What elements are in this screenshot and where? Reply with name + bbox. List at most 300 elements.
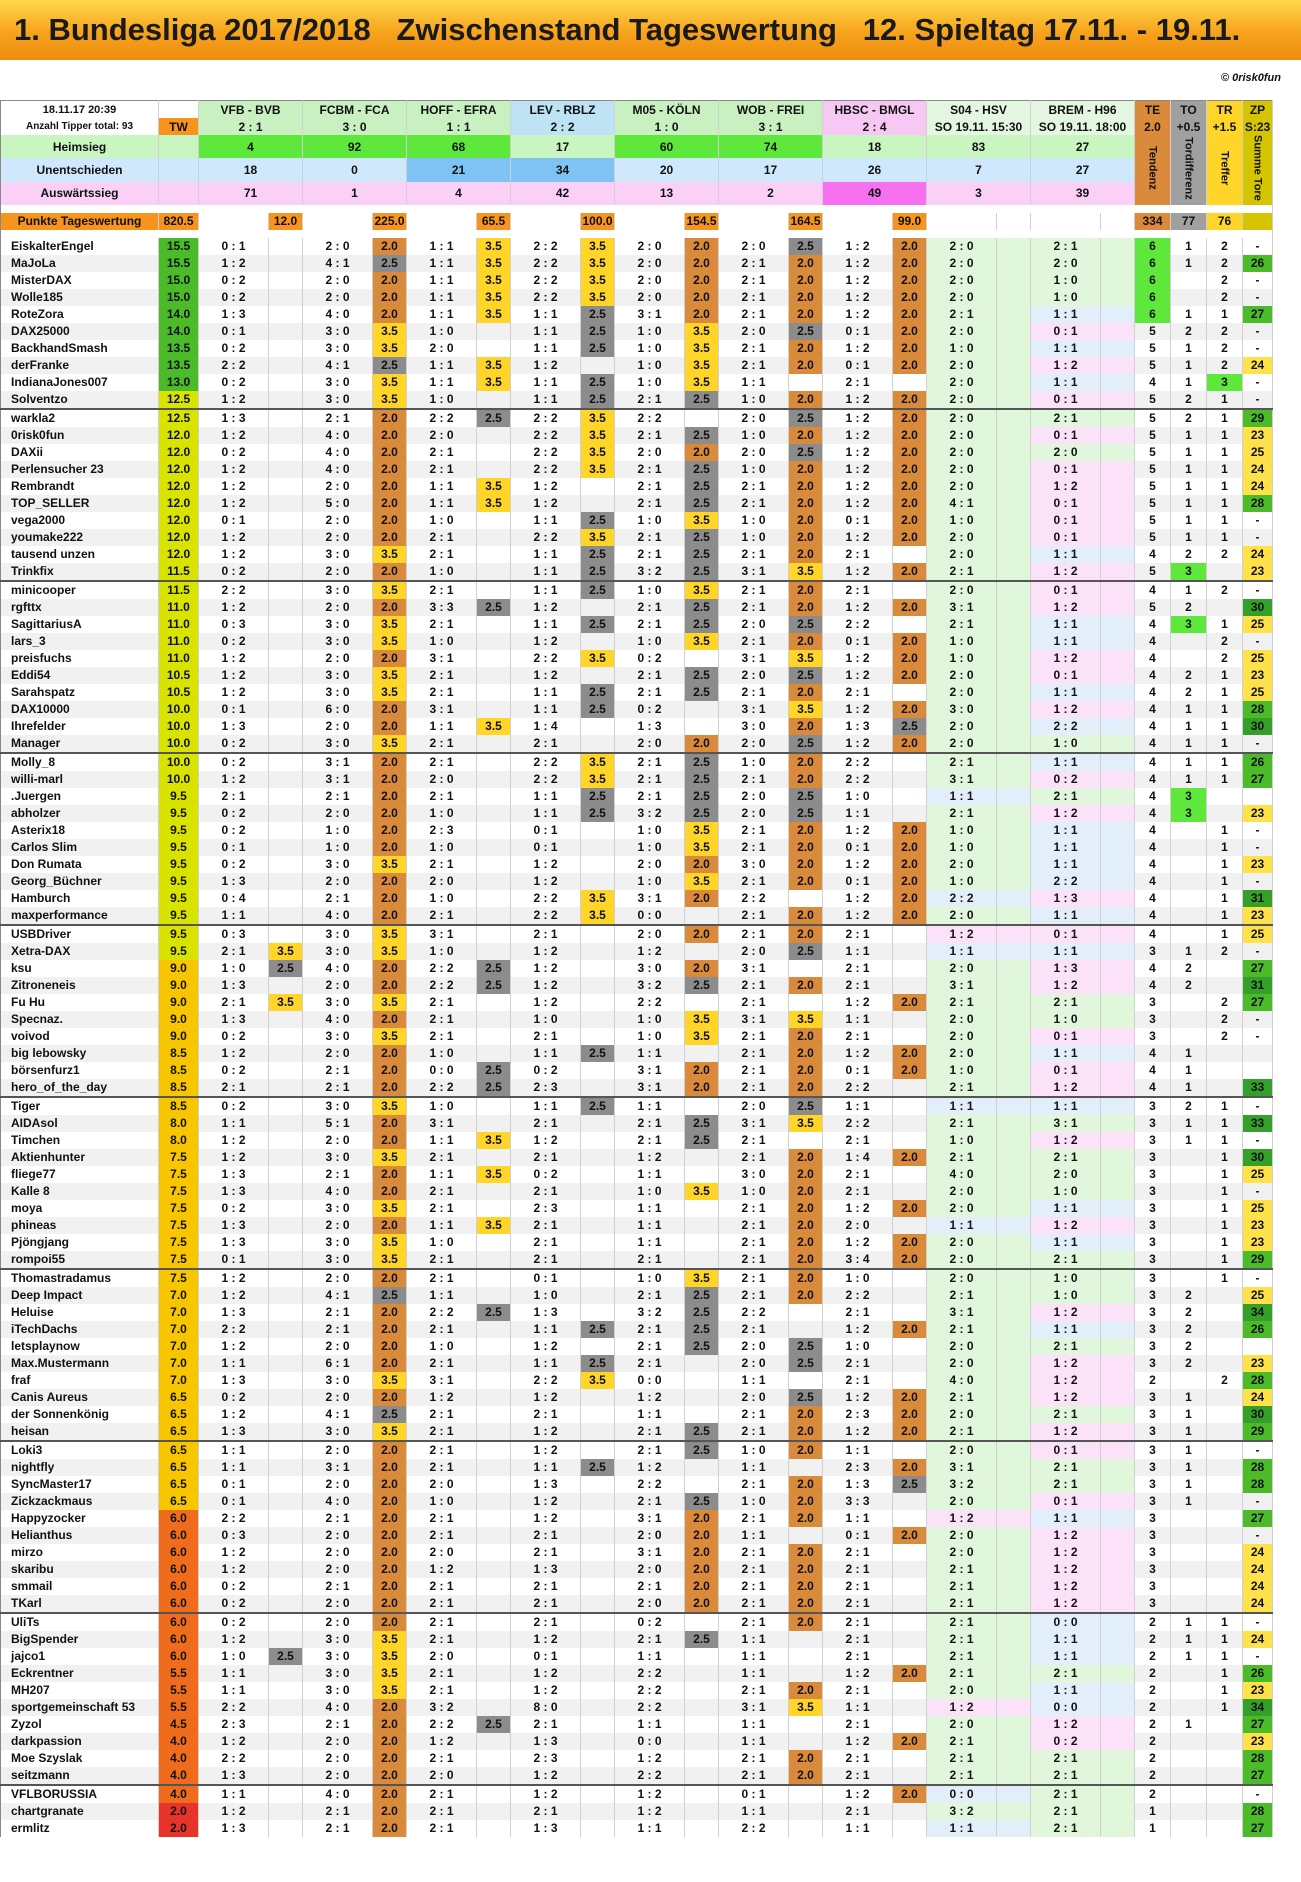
player-extra: 2	[1207, 238, 1243, 255]
player-tip: 3 : 0	[303, 1665, 373, 1682]
player-extra: 4	[1135, 581, 1171, 599]
player-tip-points	[269, 1510, 303, 1527]
stats-value: 2	[719, 182, 823, 205]
player-tip-points	[477, 856, 511, 873]
player-tip-points: 3.5	[581, 444, 615, 461]
match-header: HBSC - BMGL	[823, 101, 927, 119]
player-tip: 2 : 0	[303, 272, 373, 289]
player-tip: 1 : 2	[199, 650, 269, 667]
player-tip: 2 : 1	[823, 1767, 893, 1785]
player-tip-points	[1101, 478, 1135, 495]
player-tip: 1 : 1	[719, 374, 789, 391]
player-tip: 2 : 2	[511, 255, 581, 272]
player-tip-points: 2.0	[893, 701, 927, 718]
player-tip-points: 2.0	[373, 1716, 407, 1733]
player-tip-points	[477, 701, 511, 718]
player-tip-points	[997, 427, 1031, 444]
player-tip-points	[477, 1561, 511, 1578]
player-tip: 1 : 0	[927, 512, 997, 529]
player-tip: 1 : 1	[199, 1355, 269, 1372]
player-tip-points	[1101, 357, 1135, 374]
extra-value: +1.5	[1207, 118, 1243, 135]
player-tip: 2 : 3	[823, 1406, 893, 1423]
player-name: Tiger	[1, 1097, 159, 1115]
player-tip-points	[997, 650, 1031, 667]
player-tip-points	[581, 1028, 615, 1045]
player-tip-points: 2.5	[373, 357, 407, 374]
player-tip: 2 : 2	[719, 890, 789, 907]
player-extra	[1171, 1803, 1207, 1820]
player-tip: 0 : 2	[199, 633, 269, 650]
player-tw: 7.0	[159, 1338, 199, 1355]
player-tip: 2 : 1	[407, 994, 477, 1011]
player-tip-points: 3.5	[373, 735, 407, 753]
player-tip-points	[789, 1803, 823, 1820]
player-tip-points: 2.0	[373, 805, 407, 822]
player-tip: 1 : 0	[615, 323, 685, 340]
player-tip: 2 : 1	[719, 478, 789, 495]
player-tip: 2 : 0	[303, 1544, 373, 1561]
player-tip: 2 : 0	[303, 1132, 373, 1149]
player-tip-points: 2.0	[789, 1287, 823, 1304]
player-tip: 1 : 2	[511, 1510, 581, 1527]
player-tip-points: 2.0	[789, 771, 823, 788]
player-tip-points	[477, 1149, 511, 1166]
player-tip: 2 : 1	[719, 873, 789, 890]
player-tip-points	[893, 1269, 927, 1287]
player-tip: 2 : 1	[719, 1079, 789, 1097]
player-tip: 1 : 1	[511, 701, 581, 718]
player-tip: 2 : 1	[407, 1183, 477, 1200]
player-tip: 2 : 1	[927, 1321, 997, 1338]
player-tip-points	[1101, 1234, 1135, 1251]
stats-value: 18	[199, 158, 303, 181]
player-tip-points	[269, 546, 303, 563]
player-tip-points	[1101, 1493, 1135, 1510]
player-extra: 27	[1243, 1820, 1273, 1837]
player-tip-points	[269, 238, 303, 255]
player-tip: 2 : 1	[407, 788, 477, 805]
player-tip: 1 : 0	[823, 788, 893, 805]
player-tip: 2 : 0	[927, 1269, 997, 1287]
player-tw: 6.0	[159, 1510, 199, 1527]
player-tip-points	[997, 805, 1031, 822]
player-tip-points	[1101, 1045, 1135, 1062]
player-tip: 1 : 2	[511, 977, 581, 994]
player-tip-points: 2.0	[893, 357, 927, 374]
player-tip: 2 : 1	[719, 1028, 789, 1045]
player-tip: 1 : 2	[823, 427, 893, 444]
player-tip-points	[477, 512, 511, 529]
player-tw: 6.0	[159, 1578, 199, 1595]
player-tip: 0 : 1	[823, 633, 893, 650]
player-extra: 5	[1135, 529, 1171, 546]
player-tw: 9.5	[159, 788, 199, 805]
player-tip: 2 : 1	[719, 907, 789, 925]
player-tip-points	[269, 1631, 303, 1648]
player-extra: 29	[1243, 1423, 1273, 1441]
player-tip: 2 : 0	[719, 735, 789, 753]
player-tip: 2 : 1	[823, 1028, 893, 1045]
player-extra: 3	[1171, 805, 1207, 822]
player-tip: 2 : 1	[1031, 1785, 1101, 1803]
player-extra	[1207, 1767, 1243, 1785]
player-tip: 2 : 1	[303, 1716, 373, 1733]
player-tip: 2 : 0	[927, 1441, 997, 1459]
player-extra: 23	[1243, 1355, 1273, 1372]
player-tip: 2 : 1	[407, 1682, 477, 1699]
player-name: der Sonnenkönig	[1, 1406, 159, 1423]
player-tip-points	[1101, 1750, 1135, 1767]
player-extra	[1171, 1578, 1207, 1595]
player-tip: 1 : 2	[615, 1389, 685, 1406]
player-extra: 4	[1135, 805, 1171, 822]
player-tip-points	[1101, 1389, 1135, 1406]
player-tip-points	[893, 1699, 927, 1716]
player-tip: 0 : 3	[199, 925, 269, 943]
player-tip: 1 : 3	[199, 1423, 269, 1441]
player-tip-points: 3.5	[373, 1648, 407, 1665]
player-extra: 4	[1135, 546, 1171, 563]
player-tip: 4 : 0	[303, 427, 373, 444]
player-tw: 7.5	[159, 1149, 199, 1166]
extra-value: 2.0	[1135, 118, 1171, 135]
player-tip-points	[269, 323, 303, 340]
player-tip-points: 2.0	[789, 1510, 823, 1527]
player-tip: 1 : 1	[511, 805, 581, 822]
player-tip: 1 : 2	[511, 667, 581, 684]
player-tip: 1 : 1	[407, 374, 477, 391]
player-extra	[1207, 1476, 1243, 1493]
player-tip: 4 : 0	[303, 461, 373, 478]
player-extra: 3	[1135, 1251, 1171, 1269]
player-extra	[1171, 1234, 1207, 1251]
player-tip-points	[893, 1097, 927, 1115]
player-tip: 0 : 2	[199, 1595, 269, 1613]
player-tip: 1 : 2	[511, 1682, 581, 1699]
player-tip: 2 : 1	[719, 1767, 789, 1785]
player-tip-points	[477, 1028, 511, 1045]
player-extra: 2	[1171, 323, 1207, 340]
player-tip-points	[477, 788, 511, 805]
player-tip: 3 : 1	[719, 701, 789, 718]
player-extra: 1	[1207, 1217, 1243, 1234]
player-tip: 2 : 1	[719, 1561, 789, 1578]
player-tip-points: 3.5	[789, 1699, 823, 1716]
player-tip: 1 : 0	[407, 1097, 477, 1115]
player-tip-points: 3.5	[477, 1132, 511, 1149]
player-tip: 1 : 1	[511, 1097, 581, 1115]
player-extra: 3	[1135, 1304, 1171, 1321]
player-tw: 6.5	[159, 1389, 199, 1406]
player-tip: 3 : 0	[303, 546, 373, 563]
player-tip-points	[893, 1631, 927, 1648]
player-tip: 2 : 0	[303, 650, 373, 667]
player-tip: 1 : 1	[511, 788, 581, 805]
player-extra: 25	[1243, 1287, 1273, 1304]
player-tip-points	[685, 1785, 719, 1803]
player-extra: 1	[1207, 667, 1243, 684]
player-tip: 1 : 0	[615, 1028, 685, 1045]
player-tw: 13.5	[159, 340, 199, 357]
player-tip-points	[997, 1304, 1031, 1321]
player-tip: 1 : 2	[199, 771, 269, 788]
match-result: 3 : 0	[303, 118, 407, 135]
player-tip: 2 : 1	[823, 1613, 893, 1631]
player-tip-points: 2.0	[789, 581, 823, 599]
player-tip-points	[581, 1578, 615, 1595]
stats-value: 42	[511, 182, 615, 205]
player-tip-points: 2.5	[373, 255, 407, 272]
player-tip-points: 2.0	[893, 1423, 927, 1441]
player-extra: 28	[1243, 701, 1273, 718]
player-tip: 1 : 2	[199, 1287, 269, 1304]
player-name: VFLBORUSSIA	[1, 1785, 159, 1803]
player-tip-points	[1101, 890, 1135, 907]
player-tip-points	[685, 1750, 719, 1767]
player-tw: 7.5	[159, 1269, 199, 1287]
player-tip: 2 : 1	[511, 1028, 581, 1045]
player-tip: 2 : 0	[927, 1716, 997, 1733]
player-tw: 6.5	[159, 1459, 199, 1476]
player-tip-points: 3.5	[581, 409, 615, 427]
player-extra: 6	[1135, 255, 1171, 272]
player-tip-points: 2.5	[789, 1097, 823, 1115]
player-extra	[1207, 1803, 1243, 1820]
standings-table	[0, 100, 1273, 1837]
player-tip: 2 : 2	[615, 409, 685, 427]
player-tw: 15.5	[159, 255, 199, 272]
player-name: TOP_SELLER	[1, 495, 159, 512]
player-tip-points	[269, 771, 303, 788]
player-tip-points	[997, 1820, 1031, 1837]
player-extra: 28	[1243, 1476, 1273, 1493]
player-tip: 2 : 1	[1031, 1459, 1101, 1476]
player-tip: 0 : 1	[199, 1476, 269, 1493]
player-tip-points: 2.0	[893, 667, 927, 684]
tipper-total-label: Anzahl Tipper total: 93	[1, 118, 159, 135]
player-tip-points	[997, 735, 1031, 753]
player-tip-points	[997, 1149, 1031, 1166]
player-tip-points: 2.0	[373, 289, 407, 306]
player-tip-points	[477, 1682, 511, 1699]
player-tip-points: 3.5	[685, 1028, 719, 1045]
player-tip: 2 : 0	[407, 873, 477, 890]
player-extra: 2	[1171, 977, 1207, 994]
player-extra: 2	[1207, 1028, 1243, 1045]
player-tip: 3 : 0	[303, 1251, 373, 1269]
player-tip: 2 : 0	[719, 616, 789, 633]
player-extra	[1207, 1304, 1243, 1321]
player-tip-points: 3.5	[373, 581, 407, 599]
player-tip-points: 2.0	[685, 1079, 719, 1097]
player-tip-points	[685, 1767, 719, 1785]
punkte-extra: 77	[1171, 213, 1207, 230]
punkte-value	[1101, 213, 1135, 230]
player-tip-points: 2.0	[373, 238, 407, 255]
player-tip: 2 : 0	[927, 391, 997, 409]
player-tip: 2 : 1	[1031, 1803, 1101, 1820]
player-tip: 2 : 1	[407, 546, 477, 563]
player-tip: 1 : 1	[407, 357, 477, 374]
player-tip-points	[477, 771, 511, 788]
player-tip: 2 : 1	[407, 581, 477, 599]
player-tip: 0 : 2	[199, 1613, 269, 1631]
player-tip: 2 : 3	[199, 1716, 269, 1733]
player-tip-points	[1101, 1544, 1135, 1561]
player-tip: 2 : 0	[927, 907, 997, 925]
player-tip-points	[685, 1200, 719, 1217]
player-tip-points	[269, 529, 303, 546]
player-tip: 0 : 1	[199, 238, 269, 255]
player-tw: 15.0	[159, 289, 199, 306]
player-tip-points: 2.0	[789, 907, 823, 925]
player-tip-points: 3.5	[685, 340, 719, 357]
player-tip-points	[269, 272, 303, 289]
player-tip-points	[269, 1699, 303, 1716]
player-tip: 3 : 1	[719, 1699, 789, 1716]
player-tip-points	[269, 633, 303, 650]
player-tip: 2 : 0	[1031, 444, 1101, 461]
player-tip: 3 : 1	[303, 753, 373, 771]
player-tip-points	[269, 1011, 303, 1028]
player-tip: 2 : 1	[615, 1132, 685, 1149]
player-tip-points: 2.5	[789, 1355, 823, 1372]
player-tip: 3 : 0	[615, 960, 685, 977]
player-tip: 2 : 1	[823, 1750, 893, 1767]
player-extra: 1	[1171, 1045, 1207, 1062]
player-tip-points	[269, 1578, 303, 1595]
player-tip: 2 : 1	[823, 1183, 893, 1200]
player-tip: 2 : 1	[927, 1287, 997, 1304]
player-tip: 2 : 0	[719, 943, 789, 960]
player-tip-points: 2.5	[685, 1423, 719, 1441]
player-tip: 2 : 1	[823, 684, 893, 701]
player-tip: 1 : 2	[199, 427, 269, 444]
player-tip-points: 2.0	[373, 788, 407, 805]
player-tip: 2 : 1	[303, 409, 373, 427]
player-tip: 2 : 1	[511, 1183, 581, 1200]
player-tip: 2 : 1	[303, 788, 373, 805]
player-extra	[1207, 1423, 1243, 1441]
player-tip-points	[477, 323, 511, 340]
player-tip-points	[269, 357, 303, 374]
player-tip-points	[685, 1389, 719, 1406]
player-tip: 1 : 0	[719, 1441, 789, 1459]
player-tip-points	[893, 1544, 927, 1561]
player-tip-points: 2.0	[373, 907, 407, 925]
player-tip: 2 : 1	[199, 1079, 269, 1097]
player-tip-points: 2.0	[789, 272, 823, 289]
player-tip: 1 : 1	[1031, 1631, 1101, 1648]
player-tip: 3 : 0	[303, 633, 373, 650]
player-extra: 5	[1135, 461, 1171, 478]
player-extra: 2	[1207, 272, 1243, 289]
player-tip-points	[581, 667, 615, 684]
player-tip-points: 3.5	[685, 512, 719, 529]
player-tip: 1 : 2	[1031, 1217, 1101, 1234]
player-tip: 2 : 1	[823, 1372, 893, 1389]
player-tip-points	[269, 1441, 303, 1459]
player-tip-points: 3.5	[269, 994, 303, 1011]
player-tip: 1 : 1	[1031, 1682, 1101, 1699]
player-tip: 0 : 2	[199, 1389, 269, 1406]
player-tip-points: 2.0	[373, 1595, 407, 1613]
player-tip-points: 3.5	[373, 633, 407, 650]
player-tip-points	[1101, 1459, 1135, 1476]
player-name: Zyzol	[1, 1716, 159, 1733]
player-extra: 24	[1243, 357, 1273, 374]
player-tip-points	[477, 925, 511, 943]
stats-value: 92	[303, 135, 407, 158]
player-extra: -	[1243, 1097, 1273, 1115]
player-extra: 2	[1171, 684, 1207, 701]
player-tip: 1 : 0	[823, 1338, 893, 1355]
extra-vertical-label	[1207, 135, 1243, 205]
player-tip: 0 : 1	[199, 512, 269, 529]
player-tip-points: 2.0	[789, 1062, 823, 1079]
player-tip: 1 : 2	[1031, 650, 1101, 667]
player-tip: 1 : 1	[407, 495, 477, 512]
player-tw: 4.0	[159, 1767, 199, 1785]
player-tip-points	[997, 890, 1031, 907]
player-tip-points	[685, 701, 719, 718]
player-tip-points	[581, 1234, 615, 1251]
player-tip: 1 : 2	[1031, 1372, 1101, 1389]
player-tip-points: 2.5	[581, 374, 615, 391]
player-tip-points	[269, 788, 303, 805]
player-extra: 1	[1207, 839, 1243, 856]
player-tip: 0 : 4	[199, 890, 269, 907]
player-tw: 7.5	[159, 1200, 199, 1217]
player-extra: 1	[1171, 718, 1207, 735]
player-tip: 1 : 1	[719, 1803, 789, 1820]
player-tip-points: 2.0	[893, 409, 927, 427]
player-tip: 1 : 2	[823, 735, 893, 753]
player-tip-points: 2.5	[581, 391, 615, 409]
player-tip-points	[477, 805, 511, 822]
player-tip: 2 : 2	[615, 1767, 685, 1785]
player-extra: -	[1243, 1785, 1273, 1803]
player-tip-points: 2.0	[373, 977, 407, 994]
player-tip-points	[269, 1062, 303, 1079]
player-tip: 1 : 1	[511, 340, 581, 357]
player-tip: 1 : 0	[407, 805, 477, 822]
player-tip: 2 : 1	[719, 1200, 789, 1217]
player-tip-points: 3.5	[685, 1183, 719, 1200]
player-tip: 3 : 2	[407, 1699, 477, 1716]
player-tip-points: 2.5	[789, 1389, 823, 1406]
player-tip: 1 : 3	[199, 1011, 269, 1028]
player-tip: 2 : 1	[615, 495, 685, 512]
player-tip-points	[997, 994, 1031, 1011]
player-tip: 2 : 1	[1031, 1149, 1101, 1166]
player-tip: 2 : 1	[823, 1355, 893, 1372]
player-tip: 2 : 3	[823, 1459, 893, 1476]
player-extra	[1207, 1079, 1243, 1097]
player-tip: 2 : 2	[511, 771, 581, 788]
player-tw: 6.5	[159, 1406, 199, 1423]
player-tip: 1 : 2	[199, 1269, 269, 1287]
player-name: USBDriver	[1, 925, 159, 943]
player-tip-points	[685, 650, 719, 667]
punkte-value	[997, 213, 1031, 230]
player-tip: 1 : 2	[199, 1149, 269, 1166]
player-extra: 23	[1243, 856, 1273, 873]
player-tip-points	[269, 1527, 303, 1544]
player-tip: 2 : 0	[615, 1527, 685, 1544]
player-name: Trinkfix	[1, 563, 159, 581]
